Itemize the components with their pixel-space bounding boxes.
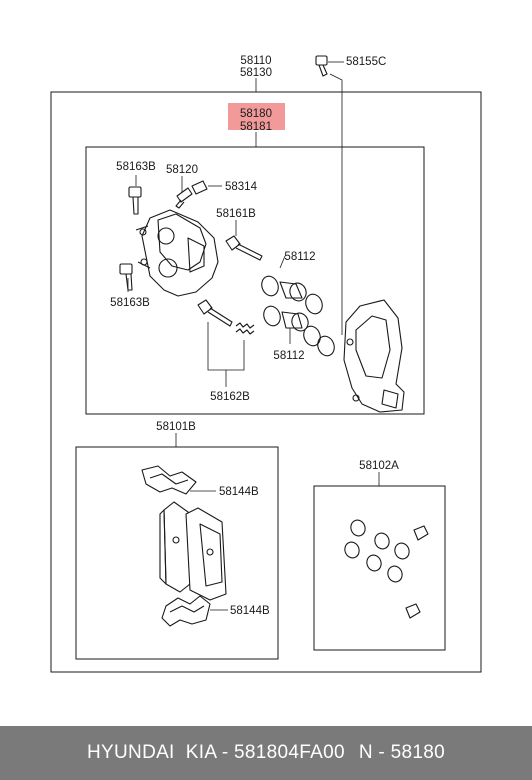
label-clip-lower: 58144B <box>230 605 270 617</box>
label-bleeder-cap: 58314 <box>225 181 257 193</box>
label-pin-boot: 58162B <box>210 391 250 403</box>
main-assembly-frame <box>51 92 481 672</box>
label-highlight-2: 58181 <box>240 121 272 133</box>
brake-pads-part <box>160 502 226 600</box>
caliper-body-part <box>136 210 218 296</box>
label-repair-kit: 58102A <box>359 460 399 472</box>
piston-seals-part <box>259 274 337 358</box>
label-seal-upper: 58112 <box>284 251 316 263</box>
label-seal-lower: 58112 <box>273 350 305 362</box>
label-bolt-top: 58155C <box>346 56 387 68</box>
label-highlight-1: 58180 <box>240 108 272 120</box>
bleeder-cap-part <box>192 181 207 194</box>
label-assembly-1: 58110 <box>240 55 272 67</box>
label-bolt-upper: 58163B <box>116 161 156 173</box>
bolt-upper-part <box>129 187 141 214</box>
bolt-lower-part <box>120 264 132 290</box>
label-assembly-2: 58130 <box>240 67 272 79</box>
clip-lower-part <box>162 596 210 626</box>
label-bleeder: 58120 <box>166 164 198 176</box>
pin-boot-part <box>198 300 254 334</box>
bolt-top-part <box>316 56 327 76</box>
label-clip-upper: 58144B <box>219 486 259 498</box>
footer-bar <box>0 726 532 780</box>
footer-part-number: HYUNDAI KIA - 581804FA00 <box>87 742 345 763</box>
leader-bolt-top-down <box>330 74 342 335</box>
caliper-bracket-part <box>344 300 404 412</box>
footer-ref-number: N - 58180 <box>358 742 445 763</box>
repair-kit-seals-part <box>343 518 428 618</box>
clip-upper-part <box>142 466 196 494</box>
label-bolt-lower: 58163B <box>110 297 150 309</box>
bleeder-part <box>176 188 192 208</box>
label-pad-kit: 58101B <box>156 421 196 433</box>
label-guide-pin: 58161B <box>216 208 256 220</box>
leader-pin-boot <box>208 322 244 370</box>
guide-pin-part <box>226 236 262 260</box>
